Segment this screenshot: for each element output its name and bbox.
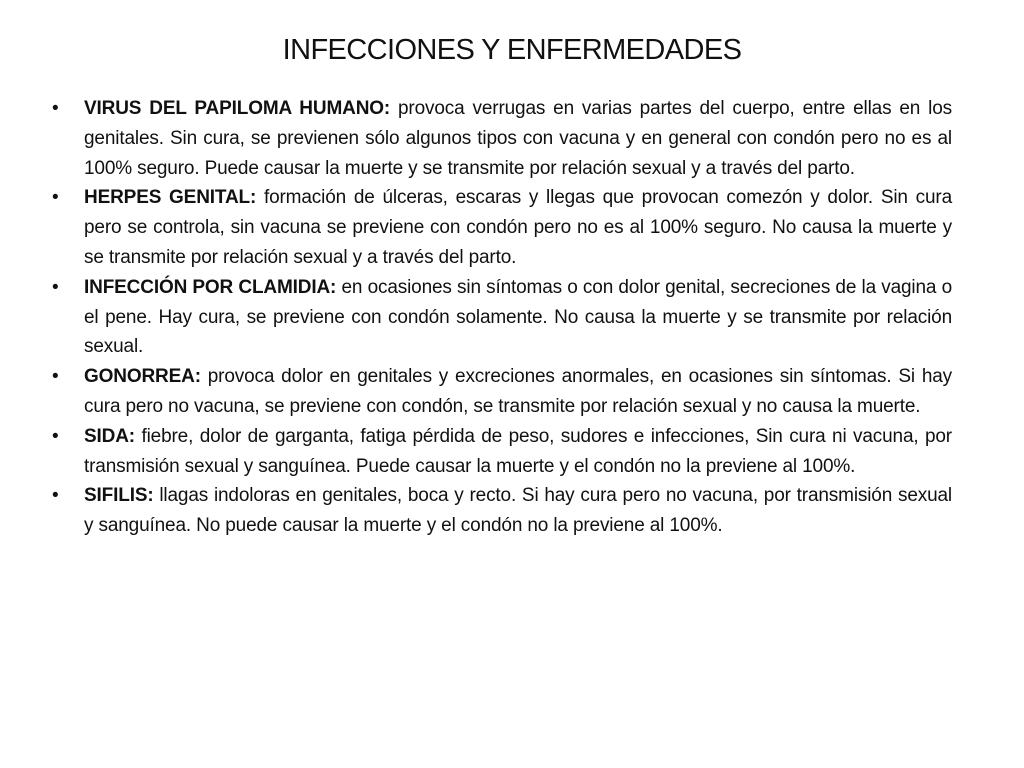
- bullet-text: provoca dolor en genitales y excreciones anormales, en ocasiones sin síntomas. Si hay cura pero no vacuna, se previene con condón, se transmite por relación sexual y no causa la muerte.: [84, 366, 952, 417]
- bullet-dot-icon: •: [52, 366, 59, 388]
- bullet-item-sida: [52, 422, 952, 482]
- bullet-term: SIDA:: [84, 425, 135, 447]
- bullet-term: INFECCIÓN POR CLAMIDIA:: [84, 276, 337, 298]
- bullet-item-gonorrea: [52, 362, 952, 422]
- bullet-term: VIRUS DEL PAPILOMA HUMANO:: [84, 98, 391, 119]
- bullet-item-virus-papiloma-humano: [52, 94, 952, 183]
- bullet-text: fiebre, dolor de garganta, fatiga pérdida de peso, sudores e infecciones, Sin cura ni vacuna, por transmisión sexual y sanguínea. Puede causar la muerte y el condón no la previene al 100%.: [84, 425, 952, 477]
- bullet-term: HERPES GENITAL:: [84, 187, 257, 209]
- bullet-dot-icon: •: [52, 98, 59, 119]
- bullet-dot-icon: •: [52, 276, 59, 298]
- bullet-term: GONORREA:: [84, 366, 201, 388]
- bullet-item-sifilis: [52, 481, 952, 541]
- slide-title: INFECCIONES Y ENFERMEDADES: [282, 34, 742, 66]
- bullet-list: [52, 94, 952, 541]
- bullet-text: provoca verrugas en varias partes del cuerpo, entre ellas en los genitales. Sin cura, se previenen sólo algunos tipos con vacuna y en general con condón pero no es al 100% seguro. Puede causar la muerte y se transmite por relación sexual y a través del parto.: [84, 98, 952, 179]
- bullet-term: SIFILIS:: [84, 485, 154, 507]
- bullet-item-infeccion-clamidia: [52, 273, 952, 362]
- bullet-item-herpes-genital: [52, 183, 952, 272]
- bullet-dot-icon: •: [52, 187, 59, 209]
- bullet-dot-icon: •: [52, 425, 59, 447]
- bullet-text: llagas indoloras en genitales, boca y recto. Si hay cura pero no vacuna, por transmisión sexual y sanguínea. No puede causar la muerte y el condón no la previene al 100%.: [84, 485, 952, 537]
- bullet-text: en ocasiones sin síntomas o con dolor genital, secreciones de la vagina o el pene. Hay cura, se previene con condón solamente. No causa la muerte y se transmite por relación sexual.: [84, 276, 952, 358]
- bullet-dot-icon: •: [52, 485, 59, 507]
- bullet-text: formación de úlceras, escaras y llegas que provocan comezón y dolor. Sin cura pero se controla, sin vacuna se previene con condón pero no es al 100% seguro. No causa la muerte y se transmite por relación sexual y a través del parto.: [84, 187, 953, 268]
